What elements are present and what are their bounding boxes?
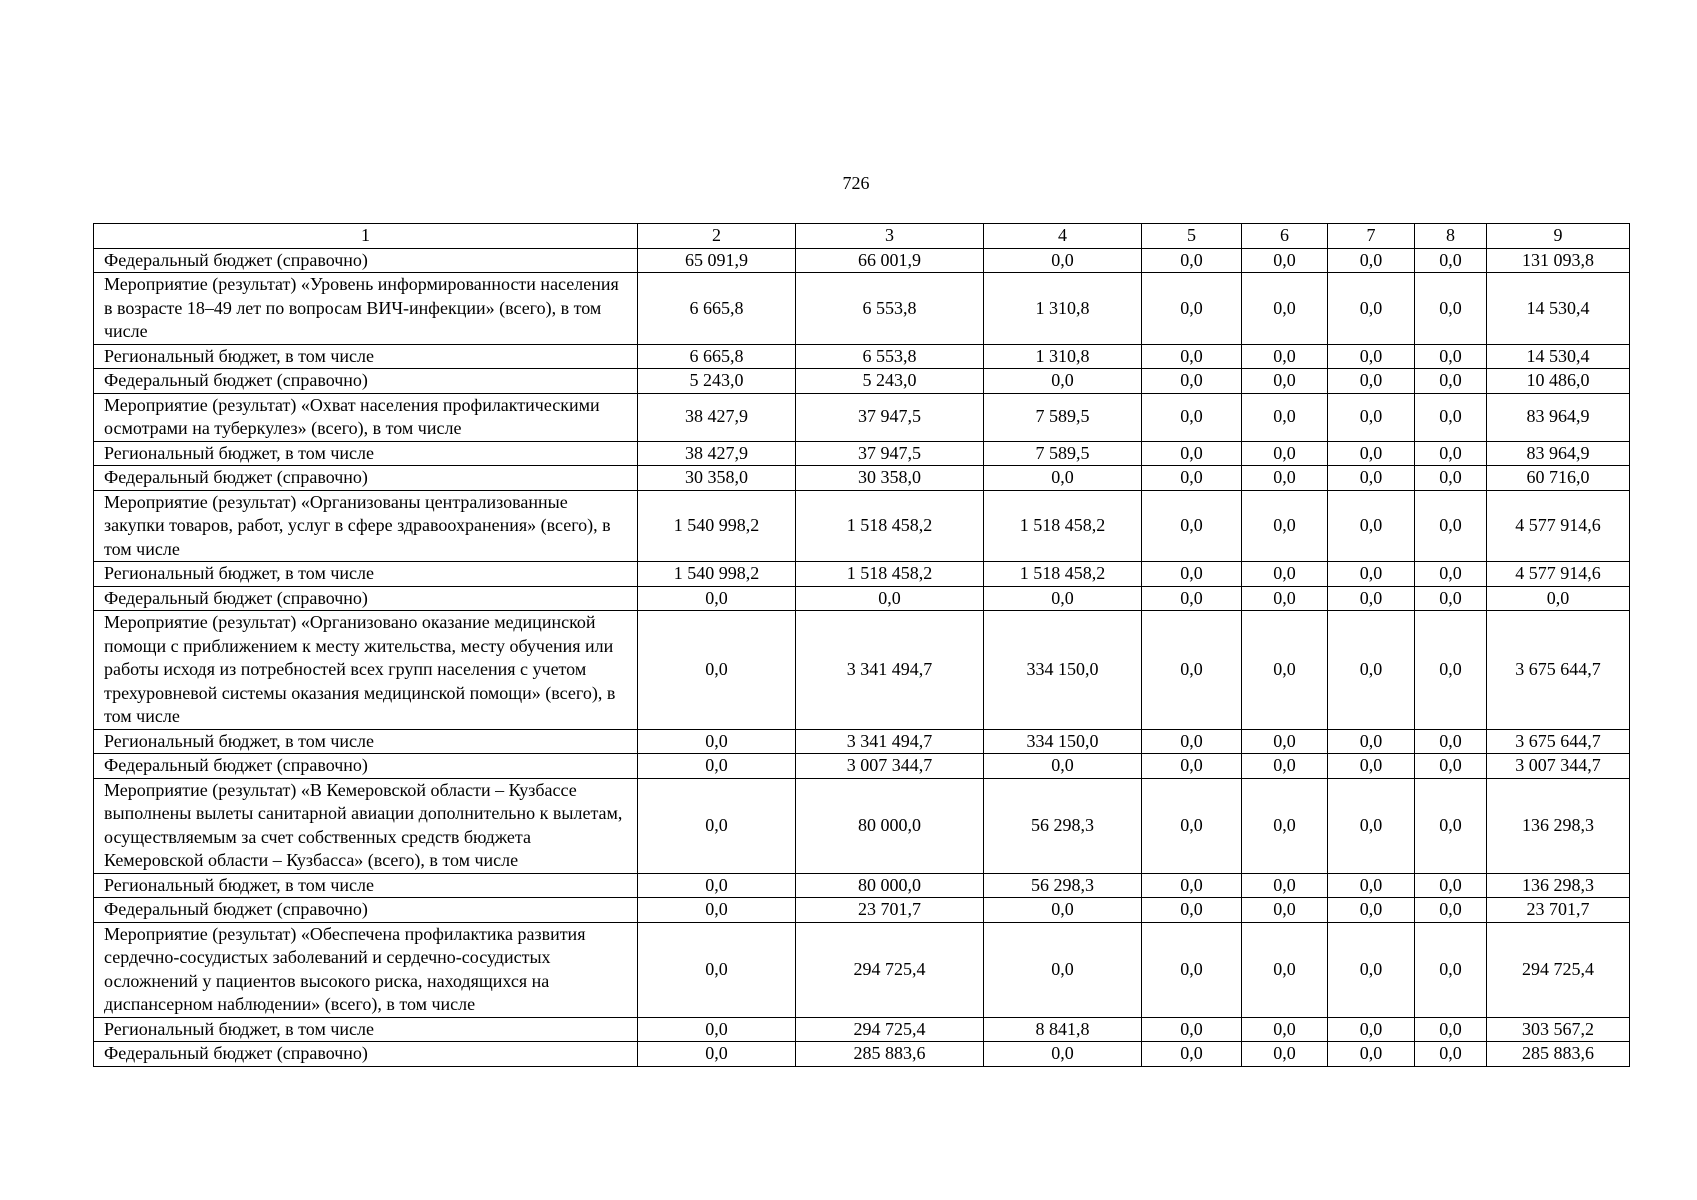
cell-value: 0,0 <box>1142 466 1242 491</box>
cell-value: 0,0 <box>1242 778 1328 873</box>
table-row <box>94 898 1630 923</box>
row-label: Мероприятие (результат) «Организовано оказание медицинской помощи с приближением к месту жительства, месту обучения или работы исходя из потребностей всех групп населения с учетом трехуровневой системы оказания медицинской помощи» (всего), в том числе <box>94 611 638 730</box>
table-row <box>94 1017 1630 1042</box>
cell-value: 0,0 <box>1328 1017 1415 1042</box>
row-label: Региональный бюджет, в том числе <box>94 1017 638 1042</box>
cell-value: 60 716,0 <box>1487 466 1630 491</box>
table-row <box>94 922 1630 1017</box>
cell-value: 0,0 <box>984 248 1142 273</box>
cell-value: 0,0 <box>984 754 1142 779</box>
column-header: 3 <box>796 224 984 249</box>
table-row <box>94 729 1630 754</box>
cell-value: 0,0 <box>1242 562 1328 587</box>
table-row <box>94 441 1630 466</box>
table-row <box>94 778 1630 873</box>
table-row <box>94 490 1630 562</box>
cell-value: 0,0 <box>1415 898 1487 923</box>
cell-value: 80 000,0 <box>796 873 984 898</box>
cell-value: 0,0 <box>1415 922 1487 1017</box>
cell-value: 0,0 <box>1328 586 1415 611</box>
cell-value: 0,0 <box>984 369 1142 394</box>
cell-value: 0,0 <box>1328 393 1415 441</box>
row-label: Федеральный бюджет (справочно) <box>94 1042 638 1067</box>
cell-value: 0,0 <box>1328 273 1415 345</box>
column-header: 7 <box>1328 224 1415 249</box>
cell-value: 0,0 <box>796 586 984 611</box>
cell-value: 294 725,4 <box>796 1017 984 1042</box>
cell-value: 0,0 <box>1328 441 1415 466</box>
cell-value: 334 150,0 <box>984 729 1142 754</box>
cell-value: 23 701,7 <box>1487 898 1630 923</box>
cell-value: 0,0 <box>984 466 1142 491</box>
cell-value: 6 553,8 <box>796 273 984 345</box>
cell-value: 0,0 <box>638 922 796 1017</box>
table-row <box>94 611 1630 730</box>
cell-value: 0,0 <box>1142 273 1242 345</box>
column-header: 8 <box>1415 224 1487 249</box>
cell-value: 0,0 <box>1142 922 1242 1017</box>
cell-value: 0,0 <box>1328 344 1415 369</box>
cell-value: 0,0 <box>1242 1017 1328 1042</box>
cell-value: 0,0 <box>1242 922 1328 1017</box>
row-label: Региональный бюджет, в том числе <box>94 344 638 369</box>
cell-value: 0,0 <box>1142 611 1242 730</box>
cell-value: 0,0 <box>1142 562 1242 587</box>
cell-value: 0,0 <box>1242 586 1328 611</box>
cell-value: 0,0 <box>1142 778 1242 873</box>
row-label: Региональный бюджет, в том числе <box>94 873 638 898</box>
cell-value: 0,0 <box>638 898 796 923</box>
cell-value: 0,0 <box>1142 754 1242 779</box>
cell-value: 0,0 <box>638 1042 796 1067</box>
cell-value: 6 665,8 <box>638 273 796 345</box>
cell-value: 7 589,5 <box>984 393 1142 441</box>
cell-value: 0,0 <box>1242 344 1328 369</box>
cell-value: 83 964,9 <box>1487 441 1630 466</box>
column-header: 5 <box>1142 224 1242 249</box>
cell-value: 0,0 <box>1242 1042 1328 1067</box>
cell-value: 0,0 <box>1415 393 1487 441</box>
cell-value: 0,0 <box>1415 586 1487 611</box>
cell-value: 0,0 <box>638 1017 796 1042</box>
row-label: Федеральный бюджет (справочно) <box>94 466 638 491</box>
cell-value: 1 518 458,2 <box>984 490 1142 562</box>
cell-value: 0,0 <box>1142 1017 1242 1042</box>
cell-value: 0,0 <box>1415 490 1487 562</box>
cell-value: 285 883,6 <box>796 1042 984 1067</box>
cell-value: 0,0 <box>1328 873 1415 898</box>
cell-value: 0,0 <box>638 754 796 779</box>
cell-value: 0,0 <box>638 778 796 873</box>
cell-value: 65 091,9 <box>638 248 796 273</box>
cell-value: 83 964,9 <box>1487 393 1630 441</box>
cell-value: 6 553,8 <box>796 344 984 369</box>
cell-value: 0,0 <box>1142 898 1242 923</box>
cell-value: 0,0 <box>1242 611 1328 730</box>
cell-value: 10 486,0 <box>1487 369 1630 394</box>
cell-value: 14 530,4 <box>1487 273 1630 345</box>
cell-value: 6 665,8 <box>638 344 796 369</box>
cell-value: 0,0 <box>1415 1017 1487 1042</box>
cell-value: 5 243,0 <box>796 369 984 394</box>
cell-value: 0,0 <box>1142 248 1242 273</box>
cell-value: 3 341 494,7 <box>796 611 984 730</box>
cell-value: 0,0 <box>1415 611 1487 730</box>
cell-value: 0,0 <box>1415 1042 1487 1067</box>
cell-value: 0,0 <box>1415 873 1487 898</box>
cell-value: 0,0 <box>1487 586 1630 611</box>
cell-value: 30 358,0 <box>796 466 984 491</box>
cell-value: 1 518 458,2 <box>796 562 984 587</box>
cell-value: 0,0 <box>1142 393 1242 441</box>
column-header: 6 <box>1242 224 1328 249</box>
cell-value: 0,0 <box>1142 441 1242 466</box>
cell-value: 3 007 344,7 <box>1487 754 1630 779</box>
column-header: 9 <box>1487 224 1630 249</box>
table-row <box>94 754 1630 779</box>
cell-value: 56 298,3 <box>984 873 1142 898</box>
row-label: Федеральный бюджет (справочно) <box>94 898 638 923</box>
row-label: Федеральный бюджет (справочно) <box>94 248 638 273</box>
row-label: Региональный бюджет, в том числе <box>94 729 638 754</box>
cell-value: 0,0 <box>1328 490 1415 562</box>
cell-value: 1 518 458,2 <box>796 490 984 562</box>
column-header: 4 <box>984 224 1142 249</box>
cell-value: 3 341 494,7 <box>796 729 984 754</box>
cell-value: 131 093,8 <box>1487 248 1630 273</box>
cell-value: 0,0 <box>1328 729 1415 754</box>
table-row <box>94 344 1630 369</box>
cell-value: 0,0 <box>1328 898 1415 923</box>
cell-value: 136 298,3 <box>1487 778 1630 873</box>
cell-value: 14 530,4 <box>1487 344 1630 369</box>
table-row <box>94 369 1630 394</box>
table-row <box>94 873 1630 898</box>
row-label: Мероприятие (результат) «Обеспечена профилактика развития сердечно-сосудистых заболеваний и сердечно-сосудистых осложнений у пациентов высокого риска, находящихся на диспансерном наблюдении» (всего), в том числе <box>94 922 638 1017</box>
cell-value: 0,0 <box>1328 922 1415 1017</box>
cell-value: 285 883,6 <box>1487 1042 1630 1067</box>
cell-value: 136 298,3 <box>1487 873 1630 898</box>
cell-value: 4 577 914,6 <box>1487 562 1630 587</box>
row-label: Федеральный бюджет (справочно) <box>94 754 638 779</box>
cell-value: 294 725,4 <box>796 922 984 1017</box>
cell-value: 0,0 <box>1415 273 1487 345</box>
cell-value: 0,0 <box>1242 873 1328 898</box>
row-label: Федеральный бюджет (справочно) <box>94 586 638 611</box>
cell-value: 1 518 458,2 <box>984 562 1142 587</box>
cell-value: 0,0 <box>1242 369 1328 394</box>
cell-value: 0,0 <box>1242 490 1328 562</box>
cell-value: 0,0 <box>1142 873 1242 898</box>
cell-value: 38 427,9 <box>638 393 796 441</box>
cell-value: 0,0 <box>1328 248 1415 273</box>
cell-value: 0,0 <box>638 729 796 754</box>
cell-value: 0,0 <box>1242 729 1328 754</box>
cell-value: 303 567,2 <box>1487 1017 1630 1042</box>
table-row <box>94 393 1630 441</box>
cell-value: 0,0 <box>1328 754 1415 779</box>
cell-value: 0,0 <box>638 873 796 898</box>
cell-value: 0,0 <box>1415 562 1487 587</box>
budget-table <box>93 223 1630 1067</box>
cell-value: 0,0 <box>984 898 1142 923</box>
cell-value: 0,0 <box>1142 586 1242 611</box>
cell-value: 66 001,9 <box>796 248 984 273</box>
cell-value: 0,0 <box>1415 729 1487 754</box>
cell-value: 8 841,8 <box>984 1017 1142 1042</box>
cell-value: 3 675 644,7 <box>1487 611 1630 730</box>
cell-value: 0,0 <box>1142 369 1242 394</box>
row-label: Мероприятие (результат) «Охват населения профилактическими осмотрами на туберкулез» (всего), в том числе <box>94 393 638 441</box>
cell-value: 3 675 644,7 <box>1487 729 1630 754</box>
table-row <box>94 466 1630 491</box>
cell-value: 0,0 <box>1415 441 1487 466</box>
cell-value: 23 701,7 <box>796 898 984 923</box>
cell-value: 0,0 <box>1415 778 1487 873</box>
cell-value: 0,0 <box>1242 273 1328 345</box>
table-row <box>94 273 1630 345</box>
table-row <box>94 1042 1630 1067</box>
row-label: Мероприятие (результат) «Организованы централизованные закупки товаров, работ, услуг в сфере здравоохранения» (всего), в том числе <box>94 490 638 562</box>
cell-value: 80 000,0 <box>796 778 984 873</box>
cell-value: 1 540 998,2 <box>638 562 796 587</box>
cell-value: 1 310,8 <box>984 273 1142 345</box>
cell-value: 0,0 <box>1415 466 1487 491</box>
cell-value: 5 243,0 <box>638 369 796 394</box>
cell-value: 0,0 <box>1328 778 1415 873</box>
cell-value: 0,0 <box>1242 441 1328 466</box>
cell-value: 0,0 <box>984 586 1142 611</box>
cell-value: 0,0 <box>1328 1042 1415 1067</box>
row-label: Федеральный бюджет (справочно) <box>94 369 638 394</box>
cell-value: 334 150,0 <box>984 611 1142 730</box>
cell-value: 0,0 <box>1328 562 1415 587</box>
cell-value: 0,0 <box>1242 898 1328 923</box>
table-header-row <box>94 224 1630 249</box>
cell-value: 37 947,5 <box>796 393 984 441</box>
cell-value: 0,0 <box>1328 369 1415 394</box>
cell-value: 0,0 <box>984 1042 1142 1067</box>
cell-value: 0,0 <box>1242 754 1328 779</box>
cell-value: 56 298,3 <box>984 778 1142 873</box>
cell-value: 0,0 <box>1142 1042 1242 1067</box>
cell-value: 0,0 <box>1142 729 1242 754</box>
cell-value: 0,0 <box>1242 393 1328 441</box>
cell-value: 0,0 <box>1142 490 1242 562</box>
page-number: 726 <box>842 173 870 193</box>
cell-value: 0,0 <box>1415 344 1487 369</box>
cell-value: 0,0 <box>1242 466 1328 491</box>
table-row <box>94 562 1630 587</box>
cell-value: 0,0 <box>1415 754 1487 779</box>
cell-value: 0,0 <box>1415 369 1487 394</box>
cell-value: 0,0 <box>984 922 1142 1017</box>
cell-value: 3 007 344,7 <box>796 754 984 779</box>
cell-value: 0,0 <box>1242 248 1328 273</box>
column-header: 1 <box>94 224 638 249</box>
cell-value: 0,0 <box>1142 344 1242 369</box>
cell-value: 0,0 <box>1415 248 1487 273</box>
column-header: 2 <box>638 224 796 249</box>
table-body <box>94 248 1630 1066</box>
cell-value: 1 540 998,2 <box>638 490 796 562</box>
cell-value: 0,0 <box>1328 611 1415 730</box>
cell-value: 30 358,0 <box>638 466 796 491</box>
row-label: Региональный бюджет, в том числе <box>94 562 638 587</box>
cell-value: 294 725,4 <box>1487 922 1630 1017</box>
cell-value: 0,0 <box>1328 466 1415 491</box>
cell-value: 7 589,5 <box>984 441 1142 466</box>
cell-value: 1 310,8 <box>984 344 1142 369</box>
row-label: Региональный бюджет, в том числе <box>94 441 638 466</box>
cell-value: 38 427,9 <box>638 441 796 466</box>
row-label: Мероприятие (результат) «В Кемеровской области – Кузбассе выполнены вылеты санитарной авиации дополнительно к вылетам, осуществляемым за счет собственных средств бюджета Кемеровской области – Кузбасса» (всего), в том числе <box>94 778 638 873</box>
cell-value: 0,0 <box>638 611 796 730</box>
table-row <box>94 248 1630 273</box>
row-label: Мероприятие (результат) «Уровень информированности населения в возрасте 18–49 лет по вопросам ВИЧ-инфекции» (всего), в том числе <box>94 273 638 345</box>
cell-value: 0,0 <box>638 586 796 611</box>
cell-value: 37 947,5 <box>796 441 984 466</box>
cell-value: 4 577 914,6 <box>1487 490 1630 562</box>
table-row <box>94 586 1630 611</box>
